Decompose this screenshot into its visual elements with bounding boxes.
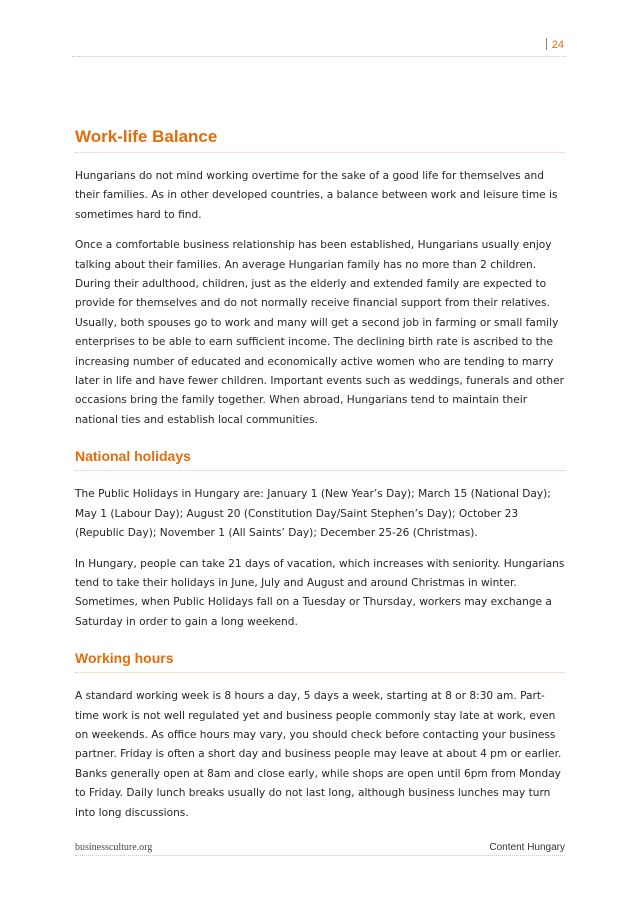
paragraph: The Public Holidays in Hungary are: January 1 (New Year’s Day); March 15 (National Day); May 1 (Labour Day); August 20 (Constitution Day/Saint Stephen’s Day); October 23 (Republic Day); November 1 (All Saints’ Day); December 25-26 (Christmas). (75, 488, 551, 540)
header-rule (72, 56, 566, 57)
paragraph: In Hungary, people can take 21 days of vacation, which increases with seniority. Hungarians tend to take their holidays in June, July and August and around Christmas in winter. Sometimes, when Public Holidays fall on a Tuesday or Thursday, workers may exchange a Saturday in order to gain a long weekend. (75, 557, 565, 628)
page-number-value: 24 (551, 39, 564, 51)
paragraph: Hungarians do not mind working overtime for the sake of a good life for themselves and their families. As in other developed countries, a balance between work and leisure time is sometimes hard to find. (75, 170, 558, 221)
section-title-work-life-balance: Work-life Balance (75, 126, 565, 153)
page-number-divider (546, 38, 547, 50)
section-working-hours (75, 648, 565, 823)
paragraph: A standard working week is 8 hours a day, 5 days a week, starting at 8 or 8:30 am. Part-time work is not well regulated yet and business people commonly stay late at work, even on weekends. As office hours may vary, you should check before contacting your business partner. Friday is often a short day and business people may leave at about 4 pm or earlier. Banks generally open at 8am and close early, while shops are open until 6pm from Monday to Friday. Daily lunch breaks usually do not last long, although business lunches may turn into long discussions. (75, 690, 562, 819)
page-number (546, 38, 564, 52)
section-title-working-hours: Working hours (75, 648, 565, 673)
section-title-national-holidays: National holidays (75, 446, 565, 471)
page-footer (75, 841, 565, 856)
footer-site-link[interactable]: businessculture.org (75, 842, 153, 853)
section-work-life-balance (75, 126, 565, 430)
paragraph: Once a comfortable business relationship has been established, Hungarians usually enjoy talking about their families. An average Hungarian family has no more than 2 children. During their adulthood, children, just as the elderly and extended family are expected to provide for themselves and do not normally receive financial support from their relatives. Usually, both spouses go to work and many will get a second job in farming or small family enterprises to be able to earn sufficient income. The declining birth rate is ascribed to the increasing number of educated and economically active women who are tending to marry later in life and have fewer children. Important events such as weddings, funerals and other occasions bring the family together. When abroad, Hungarians tend to maintain their national ties and establish local communities. (75, 239, 565, 426)
section-national-holidays (75, 446, 565, 632)
footer-organization: Content Hungary (489, 842, 565, 853)
document-body (75, 124, 565, 823)
